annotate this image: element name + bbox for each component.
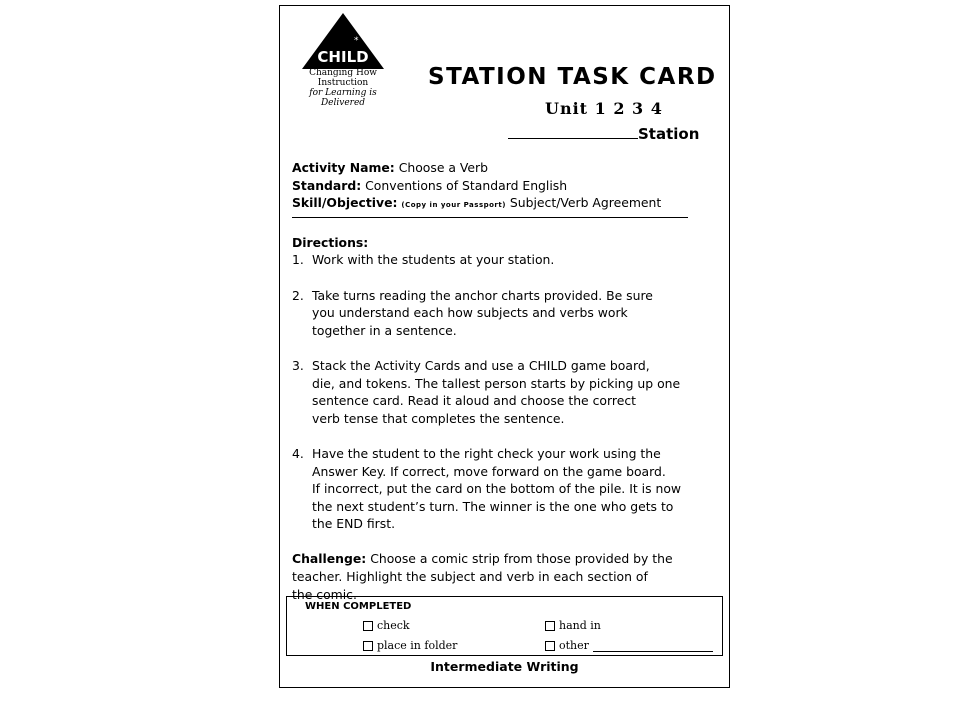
standard-line: [292, 177, 724, 195]
direction-line: Answer Key. If correct, move forward on the game board.: [312, 463, 666, 479]
directions-label: Directions:: [292, 234, 369, 250]
card-content: [292, 159, 724, 603]
checkbox-icon[interactable]: [545, 641, 555, 651]
direction-item-4: [292, 445, 724, 533]
station-task-card: [279, 5, 730, 688]
challenge-label: Challenge:: [292, 551, 367, 567]
direction-item-2: [292, 287, 724, 340]
skill-line: [292, 194, 724, 215]
when-completed-box: [286, 596, 723, 656]
direction-line: the END first.: [312, 516, 396, 532]
direction-line: together in a sentence.: [312, 322, 457, 338]
checkbox-icon[interactable]: [363, 641, 373, 651]
direction-line: Have the student to the right check your work using the: [312, 445, 661, 461]
option-label: check: [377, 619, 410, 632]
svg-text:*: *: [354, 36, 359, 46]
skill-label: Skill/Objective:: [292, 195, 398, 211]
station-label: Station: [638, 125, 700, 143]
logo-tagline-line2: for Learning is Delivered: [309, 88, 377, 108]
direction-item-3: [292, 357, 724, 427]
direction-line: die, and tokens. The tallest person starts by picking up one: [312, 375, 681, 391]
direction-number: 4.: [292, 445, 304, 461]
direction-line: verb tense that completes the sentence.: [312, 410, 565, 426]
challenge-line: [292, 550, 724, 568]
checkbox-icon[interactable]: [545, 621, 555, 631]
other-blank[interactable]: [593, 640, 713, 652]
direction-item-1: [292, 251, 724, 269]
challenge-text: teacher. Highlight the subject and verb in each section of: [292, 569, 648, 585]
option-label: hand in: [559, 619, 601, 632]
station-name-blank[interactable]: [508, 123, 638, 139]
standard-value: Conventions of Standard English: [365, 177, 568, 193]
direction-line: Stack the Activity Cards and use a CHILD game board,: [312, 357, 650, 373]
direction-number: 1.: [292, 252, 304, 268]
footer-subject: Intermediate Writing: [430, 659, 579, 674]
direction-line: you understand each how subjects and verbs work: [312, 305, 628, 321]
unit-selector-text: Unit 1 2 3 4: [545, 99, 663, 118]
direction-line: Work with the students at your station.: [312, 252, 555, 268]
page-title: STATION TASK CARD: [428, 64, 717, 90]
activity-value: Choose a Verb: [398, 160, 489, 175]
option-place-in-folder[interactable]: [363, 639, 457, 652]
skill-note: (Copy in your Passport): [401, 201, 506, 210]
challenge-text: Choose a comic strip from those provided by the: [370, 551, 673, 567]
option-check[interactable]: [363, 619, 410, 632]
skill-value: Subject/Verb Agreement: [509, 195, 662, 211]
option-label: place in folder: [377, 639, 458, 652]
option-other[interactable]: [545, 639, 713, 652]
option-label: other: [559, 639, 589, 652]
logo-text: CHILD: [317, 48, 369, 66]
activity-label: Activity Name:: [292, 160, 395, 175]
divider: [292, 215, 688, 218]
option-hand-in[interactable]: [545, 619, 601, 632]
direction-number: 3.: [292, 357, 304, 373]
direction-line: the next student’s turn. The winner is the one who gets to: [312, 498, 674, 514]
direction-line: Take turns reading the anchor charts provided. Be sure: [312, 287, 653, 303]
logo-tagline-line1: Changing How Instruction: [309, 68, 377, 88]
direction-line: If incorrect, put the card on the bottom of the pile. It is now: [312, 481, 682, 497]
activity-line: [292, 159, 724, 177]
checkbox-icon[interactable]: [363, 621, 373, 631]
logo-tagline: [288, 68, 398, 108]
child-logo-triangle-icon: [288, 12, 398, 70]
standard-label: Standard:: [292, 177, 362, 193]
direction-number: 2.: [292, 287, 304, 303]
challenge-text: the comic.: [292, 586, 357, 602]
station-line: [508, 123, 699, 143]
direction-line: sentence card. Read it aloud and choose the correct: [312, 393, 637, 409]
when-completed-heading: WHEN COMPLETED: [305, 601, 412, 612]
child-logo: [288, 12, 398, 108]
